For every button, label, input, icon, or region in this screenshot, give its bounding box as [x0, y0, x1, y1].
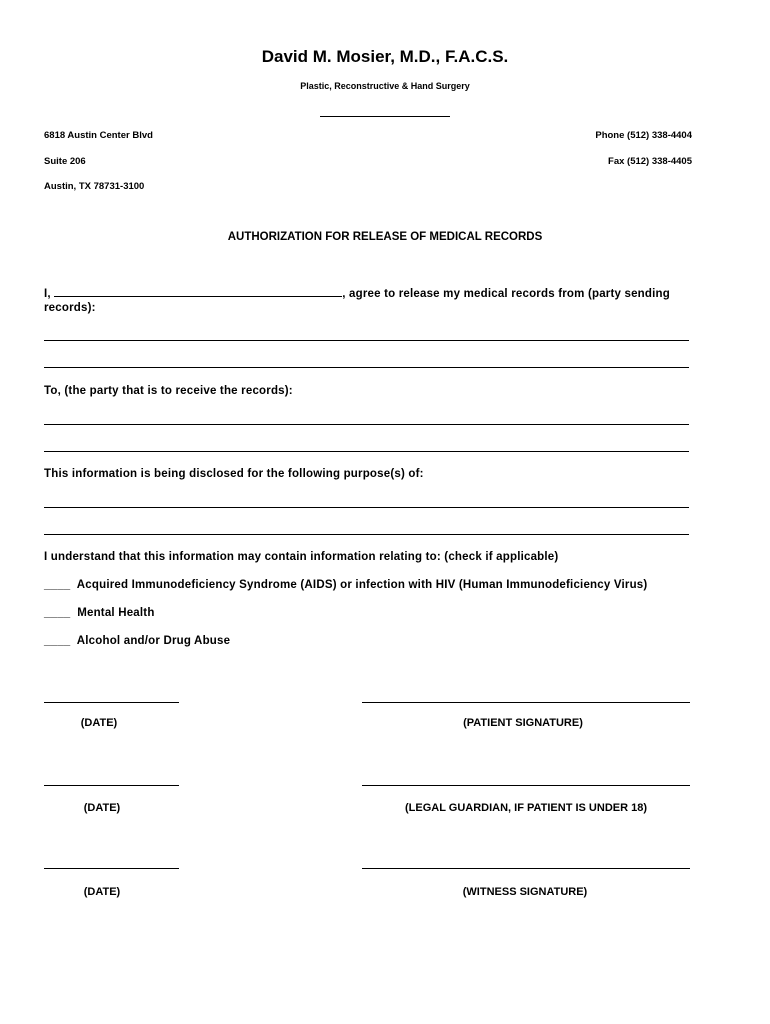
- receiving-party-line-1[interactable]: [44, 424, 689, 425]
- practice-specialty: Plastic, Reconstructive & Hand Surgery: [300, 81, 470, 91]
- checklist-label-substance-abuse: Alcohol and/or Drug Abuse: [76, 635, 231, 647]
- checklist-item: [44, 579, 647, 591]
- purpose-label: This information is being disclosed for the following purpose(s) of:: [44, 468, 424, 480]
- sending-party-line-1[interactable]: [44, 340, 689, 341]
- checklist-item: [44, 607, 155, 619]
- address-line-3: Austin, TX 78731-3100: [44, 181, 145, 192]
- date-label-3: (DATE): [83, 886, 121, 898]
- understand-label: I understand that this information may contain information relating to: (check if applicable): [44, 551, 559, 563]
- witness-signature-line[interactable]: [362, 868, 690, 869]
- guardian-signature-line[interactable]: [362, 785, 690, 786]
- guardian-signature-label: (LEGAL GUARDIAN, IF PATIENT IS UNDER 18): [404, 802, 647, 814]
- practice-name: David M. Mosier, M.D., F.A.C.S.: [261, 47, 509, 66]
- checklist-label-mental-health: Mental Health: [77, 607, 155, 619]
- checkbox-blank-mental-health[interactable]: ____: [44, 607, 71, 619]
- header-divider: [320, 116, 450, 117]
- date-line-3[interactable]: [44, 868, 179, 869]
- witness-signature-label: (WITNESS SIGNATURE): [462, 886, 588, 898]
- fax-number: Fax (512) 338-4405: [608, 156, 692, 167]
- purpose-line-2[interactable]: [44, 534, 689, 535]
- date-line-1[interactable]: [44, 702, 179, 703]
- receiving-party-line-2[interactable]: [44, 451, 689, 452]
- intro-prefix: I,: [44, 288, 51, 300]
- intro-suffix: , agree to release my medical records from (party sending: [342, 288, 670, 300]
- checkbox-blank-substance-abuse[interactable]: ____: [44, 635, 71, 647]
- patient-name-field[interactable]: [54, 286, 342, 297]
- sending-party-line-2[interactable]: [44, 367, 689, 368]
- date-label-2: (DATE): [83, 802, 121, 814]
- receiving-party-label: To, (the party that is to receive the records):: [44, 385, 293, 397]
- purpose-line-1[interactable]: [44, 507, 689, 508]
- checklist-item: [44, 635, 230, 647]
- checkbox-blank-aids[interactable]: ____: [44, 579, 71, 591]
- intro-line: [44, 286, 670, 300]
- checklist-label-aids: Acquired Immunodeficiency Syndrome (AIDS) or infection with HIV (Human Immunodeficiency Virus): [76, 579, 648, 591]
- form-title: AUTHORIZATION FOR RELEASE OF MEDICAL RECORDS: [227, 231, 543, 243]
- date-label-1: (DATE): [80, 717, 118, 729]
- patient-signature-line[interactable]: [362, 702, 690, 703]
- date-line-2[interactable]: [44, 785, 179, 786]
- address-line-2: Suite 206: [44, 156, 86, 167]
- patient-signature-label: (PATIENT SIGNATURE): [463, 717, 583, 729]
- phone-number: Phone (512) 338-4404: [595, 130, 692, 141]
- address-line-1: 6818 Austin Center Blvd: [44, 130, 153, 141]
- intro-continuation: records):: [44, 302, 96, 314]
